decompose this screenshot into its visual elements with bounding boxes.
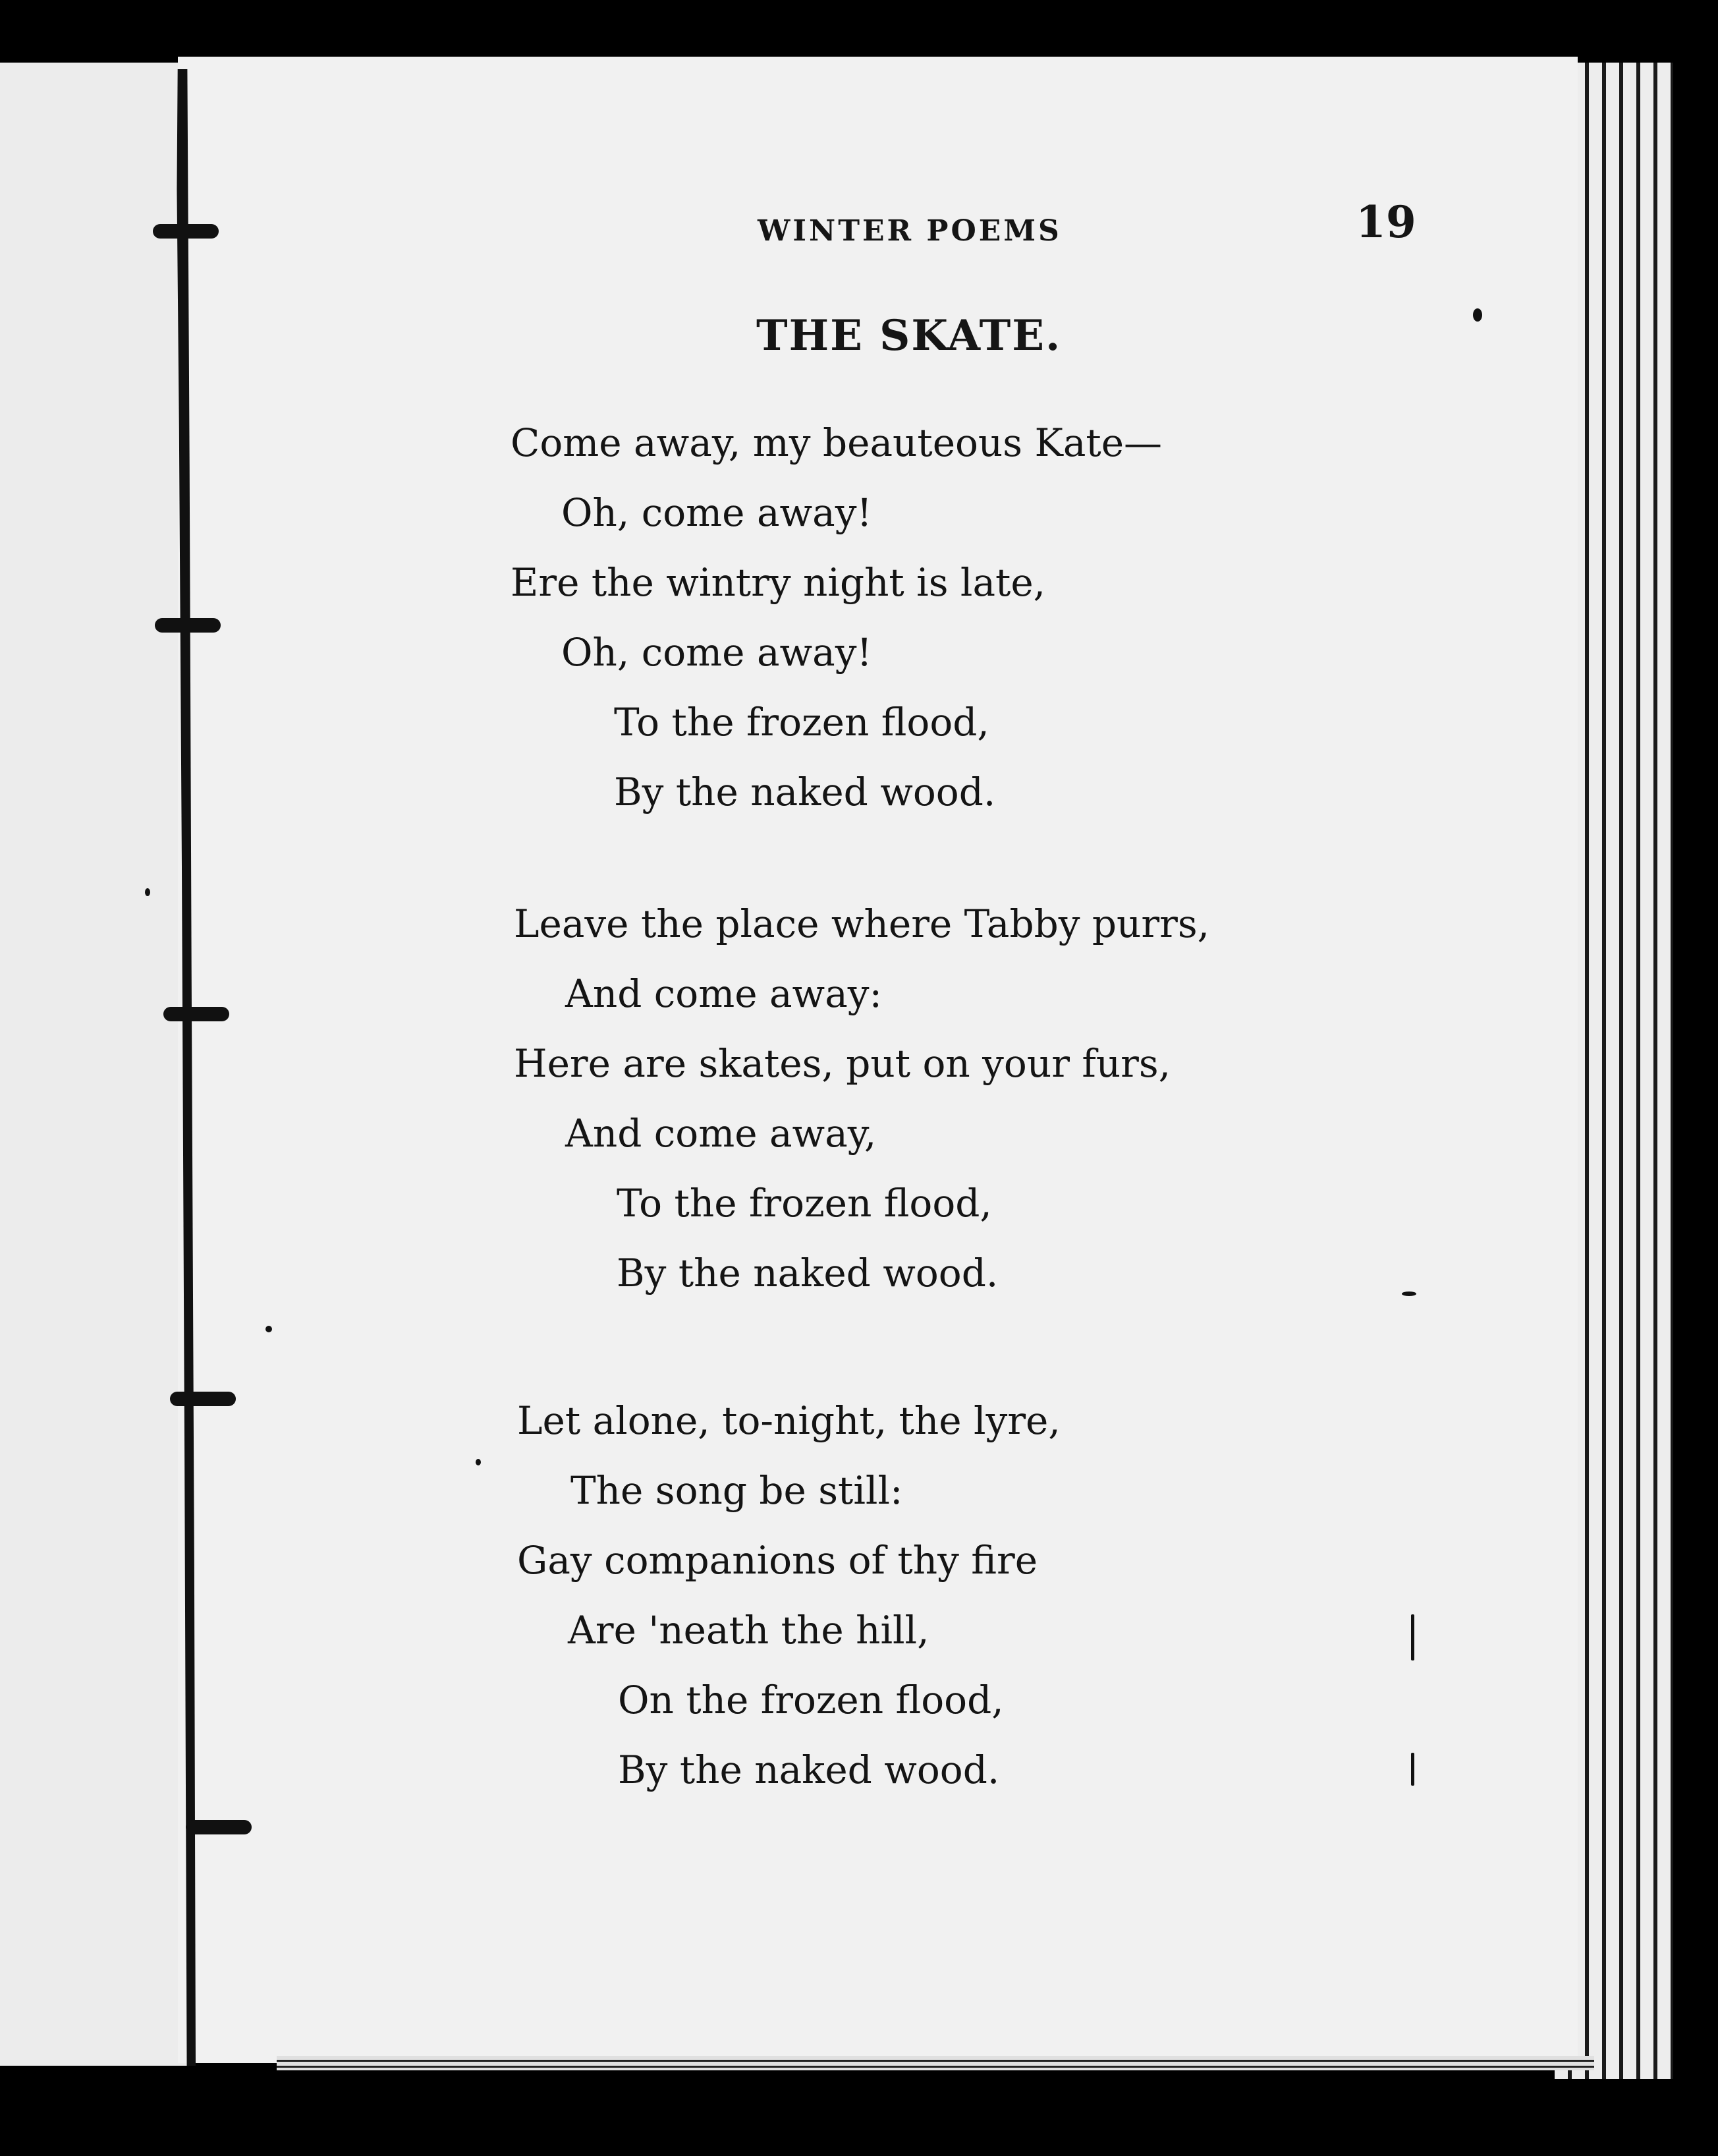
poem-line: By the naked wood. [617, 1251, 999, 1295]
ink-speck [1411, 1614, 1414, 1660]
poem-title: THE SKATE. [756, 311, 1062, 360]
poem-line: Come away, my beauteous Kate— [511, 420, 1163, 465]
ink-speck [145, 888, 150, 896]
binding-stitch [155, 618, 221, 633]
poem-line: The song be still: [570, 1468, 903, 1513]
poem-line: And come away: [565, 971, 883, 1016]
ink-speck [1402, 1291, 1416, 1296]
poem-line: Oh, come away! [561, 490, 872, 535]
running-title: WINTER POEMS [758, 214, 1062, 248]
binding-stitch [170, 1392, 236, 1406]
binding-stitch [153, 224, 219, 239]
page-number: 19 [1356, 196, 1416, 248]
poem-line: Let alone, to-night, the lyre, [517, 1398, 1061, 1443]
poem-line: By the naked wood. [614, 770, 996, 814]
bottom-page-edge [277, 2056, 1594, 2070]
binding-stitch [186, 1820, 252, 1834]
poem-line: Here are skates, put on your furs, [514, 1041, 1171, 1086]
ink-speck [1473, 308, 1482, 322]
binding-stitch [163, 1007, 229, 1021]
poem-line: By the naked wood. [618, 1747, 1000, 1792]
poem-line: And come away, [565, 1111, 877, 1156]
previous-page-edge [0, 63, 191, 2066]
poem-line: On the frozen flood, [618, 1678, 1004, 1722]
ink-speck [1411, 1753, 1414, 1786]
ink-speck [476, 1459, 481, 1465]
ink-speck [265, 1326, 272, 1332]
poem-line: Leave the place where Tabby purrs, [514, 901, 1210, 946]
poem-line: To the frozen flood, [617, 1181, 992, 1226]
poem-line: Are 'neath the hill, [568, 1608, 929, 1653]
poem-line: Gay companions of thy fire [517, 1538, 1038, 1583]
poem-line: To the frozen flood, [614, 700, 989, 745]
poem-line: Oh, come away! [561, 630, 872, 675]
poem-line: Ere the wintry night is late, [511, 560, 1046, 605]
